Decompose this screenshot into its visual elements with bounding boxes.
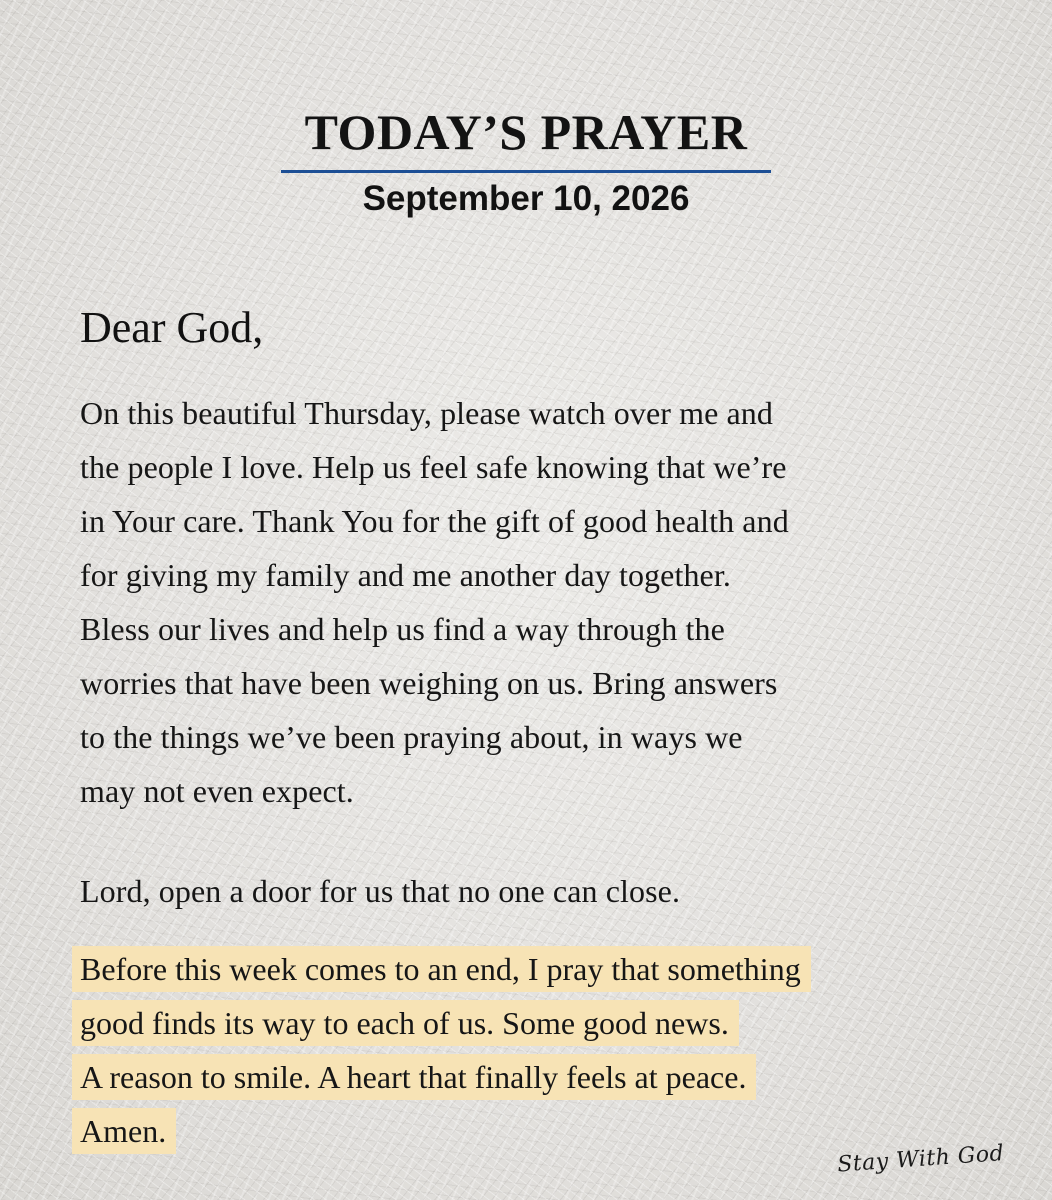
highlighted-blessing — [72, 946, 811, 1162]
highlighted-line: A reason to smile. A heart that finally feels at peace. — [72, 1054, 756, 1100]
paragraph-line: worries that have been weighing on us. Bring answers — [80, 665, 778, 701]
amen-line: Amen. — [72, 1108, 176, 1154]
prayer-paragraph — [80, 386, 980, 818]
lord-sentence-block — [80, 864, 680, 918]
paragraph-line: Bless our lives and help us find a way through the — [80, 611, 725, 647]
prayer-date: September 10, 2026 — [362, 179, 690, 218]
highlighted-line: good finds its way to each of us. Some good news. — [72, 1000, 739, 1046]
paragraph-line: in Your care. Thank You for the gift of good health and — [80, 503, 789, 539]
prayer-header — [0, 104, 1052, 221]
paragraph-line: may not even expect. — [80, 773, 354, 809]
paragraph-line: the people I love. Help us feel safe knowing that we’re — [80, 449, 787, 485]
paragraph-line: to the things we’ve been praying about, in ways we — [80, 719, 743, 755]
highlighted-line: Before this week comes to an end, I pray that something — [72, 946, 811, 992]
paragraph-line: On this beautiful Thursday, please watch over me and — [80, 395, 773, 431]
lord-sentence: Lord, open a door for us that no one can close. — [80, 873, 681, 909]
greeting: Dear God, — [80, 303, 264, 352]
paragraph-line: for giving my family and me another day together. — [80, 557, 731, 593]
page-title: TODAY’S PRAYER — [304, 104, 748, 160]
signature-watermark: Stay With God — [836, 1141, 1005, 1178]
title-underline — [281, 170, 771, 173]
